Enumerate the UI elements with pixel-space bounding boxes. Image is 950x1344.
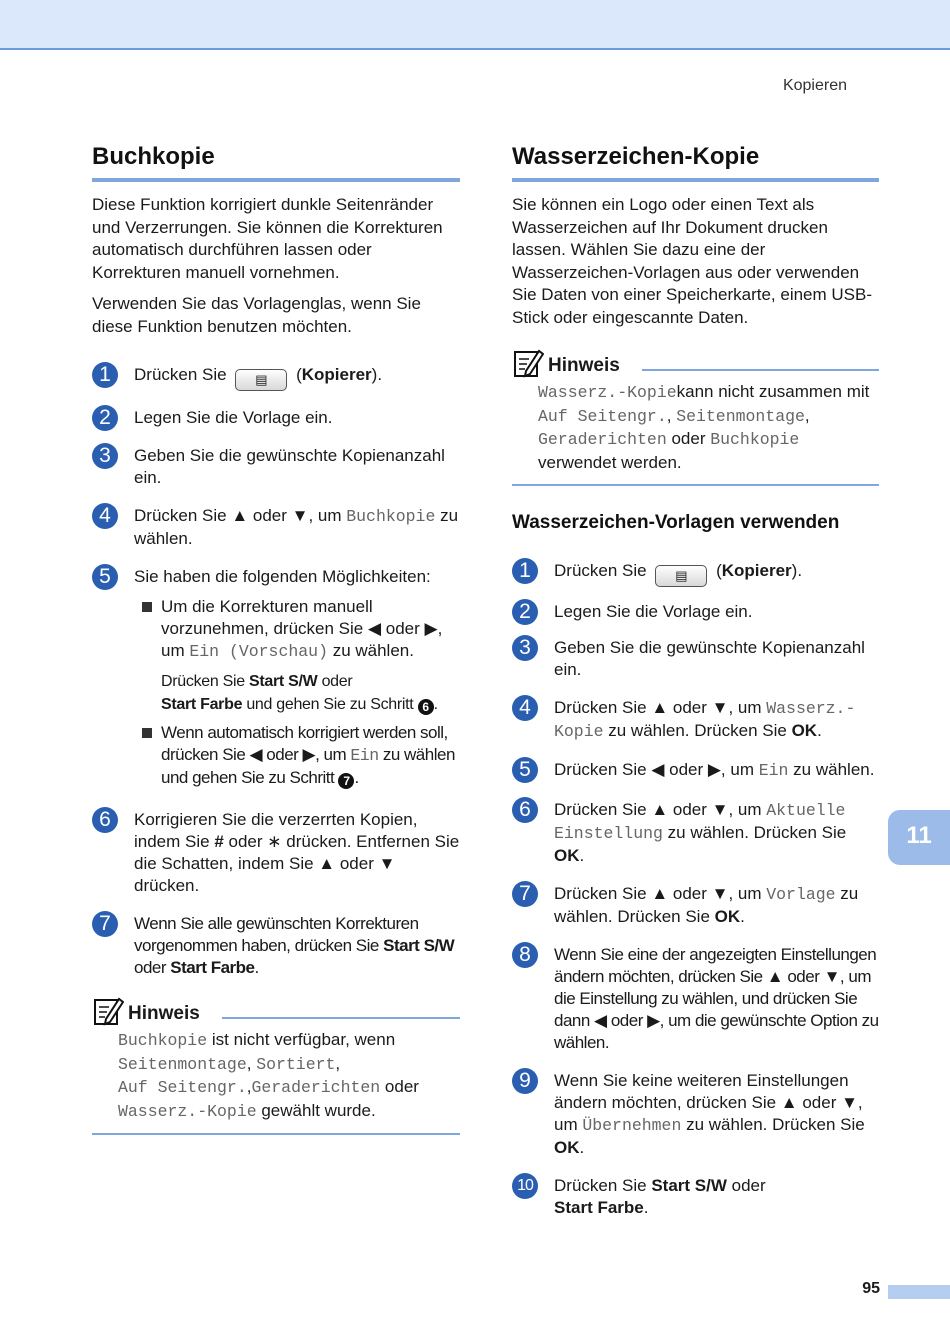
step-text-part: Drücken Sie ▲ oder ▼, um [554,884,767,903]
step-text-part: ). [371,365,383,384]
note-title: Hinweis [128,1003,200,1024]
note-header [92,991,460,1027]
step-text: Legen Sie die Vorlage ein. [554,602,753,621]
section-title-buchkopie: Buchkopie [92,140,460,182]
key-label: OK [554,846,580,865]
step-text-part: Drücken Sie ▲ oder ▼, um [134,506,347,525]
text-part: , [666,405,677,425]
step-number: 8 [512,942,538,968]
display-text: Ein [758,761,789,780]
step-5 [512,759,879,783]
step-text: Geben Sie die gewünschte Kopienanzahl ein. [134,446,445,487]
key-label: Kopierer [301,365,372,384]
key-label: # [214,832,224,851]
text-part: oder [666,429,711,448]
step-number: 9 [512,1068,538,1094]
key-label: OK [554,1138,580,1157]
note-text [92,1027,460,1135]
step-text [134,809,460,897]
step-text-part: zu wählen. [134,506,459,548]
text-part: und gehen Sie zu Schritt [242,695,418,713]
display-text: Wasserz.-Kopie [118,1101,257,1121]
key-label: Kopierer [721,561,792,580]
bullet-text-part: Um die Korrekturen manuell vorzunehmen, drücken Sie ◀ oder ▶, um [161,597,443,660]
copy-key-icon: ▤ [655,565,707,587]
key-label: OK [714,907,741,926]
note-box [92,991,460,1135]
note-title: Hinweis [548,355,620,376]
step-reference: 6 [418,699,434,715]
display-text: Übernehmen [582,1116,682,1135]
top-banner [0,0,950,50]
step-text-part: oder [134,958,171,977]
text-part: . [433,695,438,713]
step-text-part: Wenn Sie keine weiteren Einstellungen ändern möchten, drücken Sie ▲ oder ▼, um [554,1071,863,1134]
step-text-part: Drücken Sie ◀ oder ▶, um [554,760,759,779]
section-title-wasserzeichen: Wasserzeichen-Kopie [512,140,879,182]
note-rule [222,1017,460,1019]
list-item [134,722,460,789]
step-number: 4 [512,695,538,721]
step-2 [512,601,879,625]
step-number: 1 [512,558,538,584]
step-text-part: ( [716,561,722,580]
bullet-text [161,596,460,663]
note-pencil-icon [92,995,124,1027]
display-text: Wasserz.-Kopie [554,699,856,741]
step-2 [92,407,460,431]
step-text-part: . [740,907,745,926]
step-number: 1 [92,362,118,388]
text-part: ist nicht verfügbar, wenn [207,1030,396,1049]
page-number: 95 [862,1280,880,1297]
step-number: 3 [92,443,118,469]
step-text-part: . [817,721,822,740]
step-number: 7 [512,881,538,907]
step-text [554,1070,879,1159]
text-part: , [804,405,810,425]
step-number: 2 [92,405,118,431]
text-part: Drücken Sie [161,673,249,690]
step-text-part: Drücken Sie ▲ oder ▼, um [554,698,767,717]
step-1 [512,560,879,587]
copy-key-icon: ▤ [235,369,287,391]
step-text-part: zu wählen. [788,760,875,779]
key-label: Start Farbe [161,695,243,713]
step-text: Wenn Sie eine der angezeigten Einstellungen ändern möchten, drücken Sie ▲ oder ▼, um die Einstellung zu wählen, und drücken Sie dann ◀ oder ▶, um die gewünschte Option zu wählen. [554,945,879,1052]
key-label: Start S/W [651,1176,727,1195]
step-number: 2 [512,599,538,625]
step-text-part: oder [726,1176,766,1195]
intro-paragraph: Sie können ein Logo oder einen Text als Wasserzeichen auf Ihr Dokument drucken lassen. Wählen Sie dazu eine der Wasserzeichen-Vorlagen aus oder verwenden Sie Daten von einer Speicherkarte, einem USB-Stick oder eingescannte Daten. [512,195,873,327]
step-text [134,566,460,789]
subsection-title: Wasserzeichen-Vorlagen verwenden [512,512,840,533]
note-rule [642,369,879,371]
step-text-part: oder [223,832,268,851]
step-text [554,560,879,587]
step-text [554,883,879,928]
step-text-part: . [643,1198,649,1217]
bullet-text-part: zu wählen. [327,641,414,660]
display-text: Wasserz.-Kopie [538,383,677,402]
step-10 [512,1175,879,1219]
step-text-part: Drücken Sie ▲ oder ▼, um [554,800,767,819]
bullet-text [161,722,460,789]
bullet-text-part: . [354,768,359,787]
step-9 [512,1070,879,1159]
step-number: 6 [92,807,118,833]
text-part: oder [380,1077,419,1096]
chapter-tab: 11 [888,810,950,865]
display-text: Aktuelle Einstellung [554,801,846,843]
step-text [134,913,460,979]
step-number: 5 [92,564,118,590]
key-label: Start S/W [383,936,455,955]
sub-paragraph [161,671,460,716]
key-label: Start S/W [249,673,318,690]
key-label: Start Farbe [554,1198,644,1217]
step-text [134,364,460,391]
display-text: Buchkopie [346,507,436,526]
display-text: Vorlage [766,885,836,904]
step-text [134,505,460,550]
step-text-part: ∗ drücken. Entfernen Sie die Schatten, indem Sie ▲ oder ▼ drücken. [134,832,460,895]
display-text: Geraderichten [538,430,667,449]
step-text [554,1175,879,1219]
page-number-bar [888,1285,950,1299]
step-4 [512,697,879,743]
step-number: 10 [512,1173,538,1199]
left-column [92,140,460,1135]
right-column [512,140,879,1219]
display-text: Auf Seitengr. [118,1078,247,1097]
step-text-part: ( [296,365,302,384]
display-text: Auf Seitengr. [538,406,667,426]
step-5 [92,566,460,789]
note-box [512,343,879,486]
intro-paragraph: Diese Funktion korrigiert dunkle Seitenränder und Verzerrungen. Sie können die Korrekturen automatisch durchführen lassen oder Korrekturen manuell vornehmen. [92,195,443,282]
key-label: Start Farbe [170,958,255,977]
step-text-part: ). [791,561,803,580]
text-part: oder [317,673,353,690]
step-number: 3 [512,635,538,661]
step-text-part: . [579,1138,585,1157]
step-number: 6 [512,797,538,823]
step-text [554,759,879,782]
display-text: Seitenmontage [118,1054,247,1074]
bullet-text-part: Wenn automatisch korrigiert werden soll, drücken Sie ◀ oder ▶, um [161,723,448,764]
display-text: Geraderichten [251,1078,381,1097]
bullet-square-icon [142,602,152,612]
step-3 [92,445,460,489]
display-text: Sortiert [256,1054,336,1074]
note-header [512,343,879,379]
text-part: kann nicht zusammen mit [676,382,870,401]
step-text-part: Drücken Sie [134,365,227,384]
display-text: Ein [350,746,379,765]
text-part: , [246,1077,252,1096]
options-list [134,596,460,789]
note-text [512,379,879,486]
note-pencil-icon [512,347,544,379]
step-number: 4 [92,503,118,529]
running-header: Kopieren [782,77,847,94]
step-text: Legen Sie die Vorlage ein. [134,408,333,427]
bullet-square-icon [142,728,152,738]
step-text: Geben Sie die gewünschte Kopienanzahl ein. [554,638,865,679]
step-1 [92,364,460,391]
step-number: 5 [512,757,538,783]
text-part: , [335,1053,341,1073]
display-text: Buchkopie [710,430,800,449]
step-text-part: Wenn Sie alle gewünschten Korrekturen vorgenommen haben, drücken Sie [134,914,419,955]
step-text-part: Drücken Sie [554,1176,652,1195]
key-label: OK [791,721,818,740]
step-text-part: zu wählen. Drücken Sie [681,1115,865,1134]
step-text [554,799,879,867]
step-number: 7 [92,911,118,937]
display-text: Buchkopie [118,1031,208,1050]
step-text-part: Sie haben die folgenden Möglichkeiten: [134,567,431,586]
step-3 [512,637,879,681]
step-8 [512,944,879,1054]
display-text: Seitenmontage [676,406,805,426]
list-item [134,596,460,663]
step-6 [92,809,460,897]
step-text [554,697,879,743]
step-text-part: . [579,846,585,865]
text-part: verwendet werden. [538,452,682,472]
step-text-part: Korrigieren Sie die verzerrten Kopien, indem Sie [134,810,418,851]
step-text-part: zu wählen. Drücken Sie [603,721,792,740]
step-text-part: . [254,958,259,977]
step-reference: 7 [338,773,354,789]
step-7 [512,883,879,928]
step-text-part: zu wählen. Drücken Sie [662,823,847,842]
step-6 [512,799,879,867]
text-part: , [246,1053,257,1073]
step-text-part: zu wählen. Drücken Sie [554,884,859,926]
step-4 [92,505,460,550]
step-text-part: Drücken Sie [554,561,647,580]
bullet-text-part: zu wählen und gehen Sie zu Schritt [161,745,455,787]
step-7 [92,913,460,979]
intro-paragraph: Verwenden Sie das Vorlagenglas, wenn Sie diese Funktion benutzen möchten. [92,294,421,336]
text-part: gewählt wurde. [256,1100,376,1120]
display-text: Ein (Vorschau) [189,642,328,661]
